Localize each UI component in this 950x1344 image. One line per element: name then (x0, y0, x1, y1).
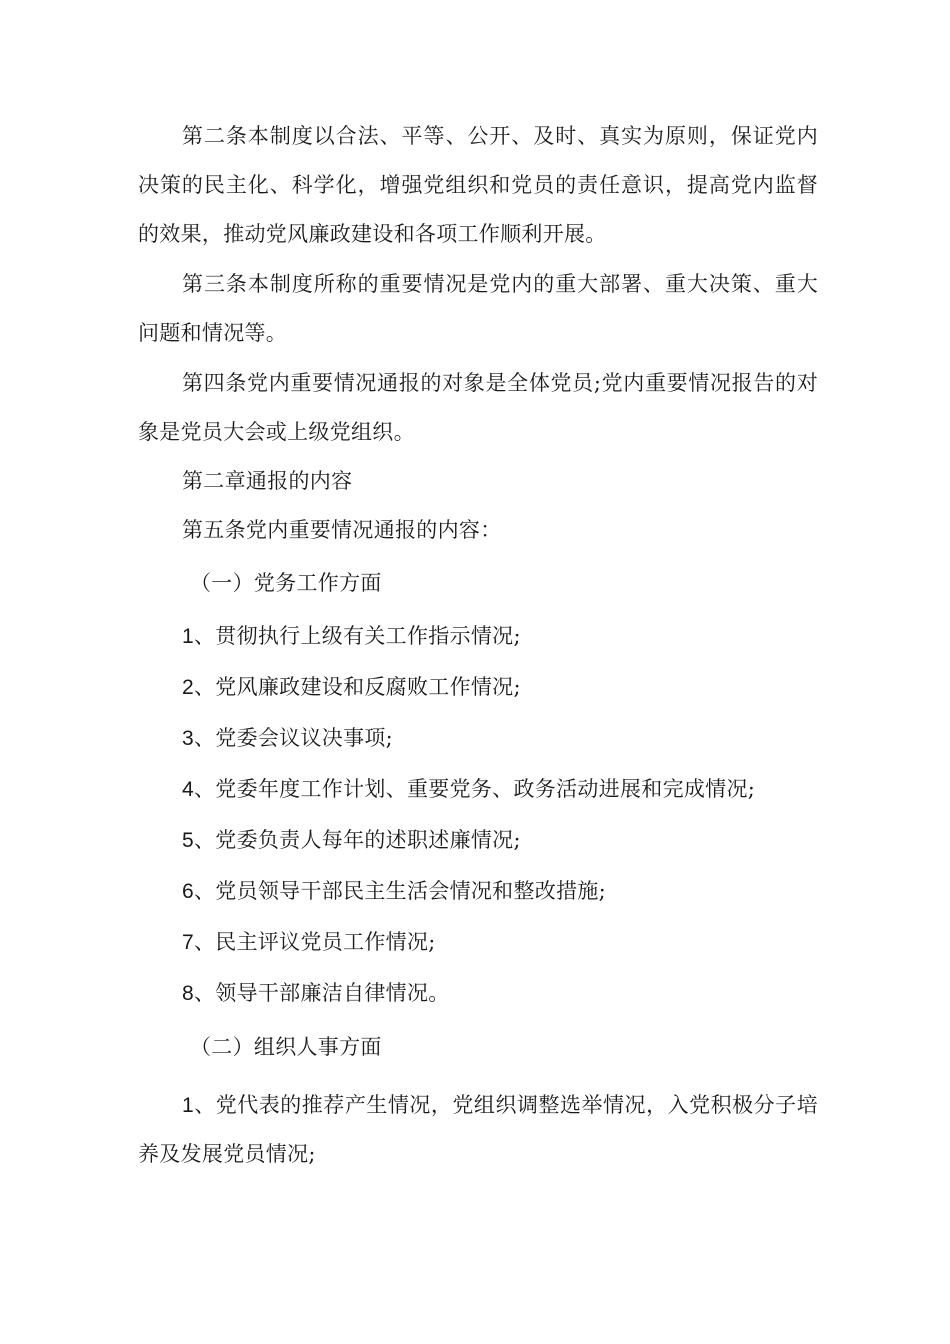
list-item: 3、党委会议议决事项; (182, 726, 394, 750)
list-item: 1、贯彻执行上级有关工作指示情况; (182, 624, 521, 648)
section-heading-party-affairs: （一）党务工作方面 (190, 571, 382, 595)
list-item: 8、领导干部廉洁自律情况。 (182, 981, 450, 1005)
list-item: 5、党委负责人每年的述职述廉情况; (182, 828, 521, 852)
chapter-heading: 第二章通报的内容 (182, 469, 353, 493)
paragraph-article-4: 第四条党内重要情况通报的对象是全体党员;党内重要情况报告的对象是党员大会或上级党组织。 (138, 371, 818, 444)
list-item: 4、党委年度工作计划、重要党务、政务活动进展和完成情况; (182, 777, 756, 801)
document-body (138, 112, 818, 1179)
paragraph-article-3: 第三条本制度所称的重要情况是党内的重大部署、重大决策、重大问题和情况等。 (138, 272, 818, 345)
list-party-affairs (138, 611, 818, 1019)
list-item: 2、党风廉政建设和反腐败工作情况; (182, 675, 521, 699)
list-item: 6、党员领导干部民主生活会情况和整改措施; (182, 879, 607, 903)
paragraph-article-5: 第五条党内重要情况通报的内容： (182, 518, 502, 542)
list-item: 7、民主评议党员工作情况; (182, 930, 436, 954)
section-heading-organization-personnel: （二）组织人事方面 (190, 1035, 382, 1059)
paragraph-article-2: 第二条本制度以合法、平等、公开、及时、真实为原则，保证党内决策的民主化、科学化，增强党组织和党员的责任意识，提高党内监督的效果，推动党风廉政建设和各项工作顺利开展。 (138, 124, 818, 246)
paragraph-org-item-1: 1、党代表的推荐产生情况，党组织调整选举情况，入党积极分子培养及发展党员情况; (138, 1093, 818, 1166)
